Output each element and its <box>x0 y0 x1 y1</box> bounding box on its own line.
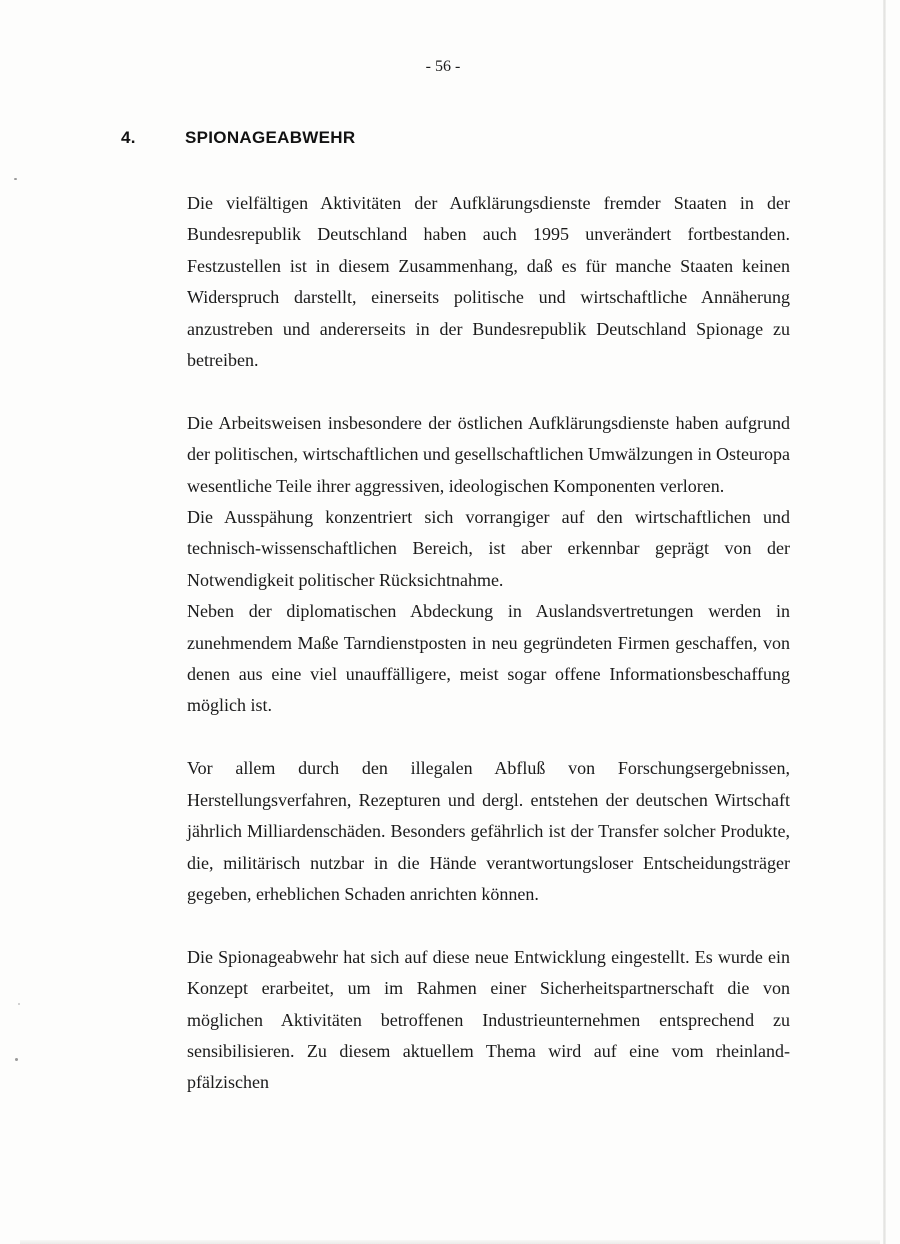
paragraph: Die Ausspähung konzentriert sich vorrangiger auf den wirtschaftlichen und technisch-wissenschaftlichen Bereich, ist aber erkennbar geprägt von der Notwendigkeit politischer Rücksichtnahme. <box>187 507 790 590</box>
paragraph: Vor allem durch den illegalen Abfluß von Forschungsergebnissen, Herstellungsverfahren, Rezepturen und dergl. entstehen der deutschen Wirtschaft jährlich Milliardenschäden. Besonders gefährlich ist der Transfer solcher Produkte, die, militärisch nutzbar in die Hände verantwortungsloser Entscheidungsträger gegeben, erheblichen Schaden anrichten können. <box>187 758 790 904</box>
paragraph: Neben der diplomatischen Abdeckung in Auslandsvertretungen werden in zunehmendem Maße Tarndienstposten in neu gegründeten Firmen geschaffen, von denen aus eine viel unauffälligere, meist sogar offene Informationsbeschaffung möglich ist. <box>187 601 790 716</box>
scan-speck <box>14 178 17 180</box>
section-heading <box>121 128 355 148</box>
section-number: 4. <box>121 128 136 147</box>
scan-bottom-edge <box>20 1240 880 1244</box>
scan-speck <box>15 1058 18 1061</box>
paragraph: Die vielfältigen Aktivitäten der Aufklärungsdienste fremder Staaten in der Bundesrepublik Deutschland haben auch 1995 unverändert fortbestanden. Festzustellen ist in diesem Zusammenhang, daß es für manche Staaten keinen Widerspruch darstellt, einerseits politische und wirtschaftliche Annäherung anzustreben und andererseits in der Bundesrepublik Deutschland Spionage zu betreiben. <box>187 193 790 371</box>
paragraph: Die Arbeitsweisen insbesondere der östlichen Aufklärungsdienste haben aufgrund der politischen, wirtschaftlichen und gesellschaftlichen Umwälzungen in Osteuropa wesentliche Teile ihrer aggressiven, ideologischen Komponenten verloren. <box>187 412 790 496</box>
scan-speck <box>18 1003 20 1005</box>
body-text <box>187 188 790 1099</box>
scan-page-edge <box>883 0 886 1244</box>
section-title: SPIONAGEABWEHR <box>185 128 356 147</box>
paragraph: Die Spionageabwehr hat sich auf diese neue Entwicklung eingestellt. Es wurde ein Konzept erarbeitet, um im Rahmen einer Sicherheitspartnerschaft die von möglichen Aktivitäten betroffenen Industrieunternehmen entsprechend zu sensibilisieren. Zu diesem aktuellem Thema wird auf eine vom rheinland-pfälzischen <box>187 946 790 1093</box>
page-number: - 56 - <box>425 58 461 75</box>
